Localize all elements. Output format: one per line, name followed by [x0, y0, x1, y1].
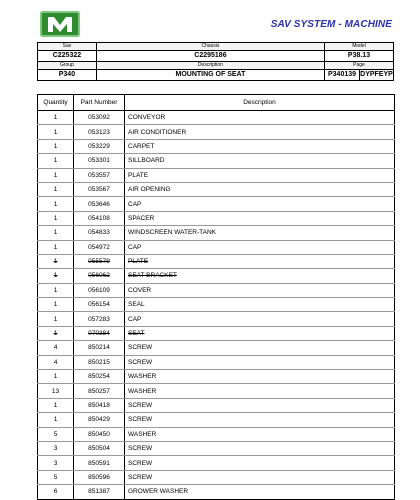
description-cell: CAP — [125, 312, 395, 326]
quantity-cell: 13 — [38, 384, 74, 398]
description-cell: SEAL — [125, 298, 395, 312]
description-label: Description — [96, 62, 324, 70]
part-number-cell: 850450 — [74, 427, 125, 441]
table-row — [38, 355, 395, 369]
description-cell: COVER — [125, 283, 395, 297]
part-number-cell: 850429 — [74, 413, 125, 427]
table-row — [38, 370, 395, 384]
quantity-cell: 1 — [38, 298, 74, 312]
table-row — [38, 441, 395, 455]
model-value: P38.13 — [325, 51, 394, 62]
group-label: Group — [38, 62, 97, 70]
chassis-label: Chassis — [96, 43, 324, 51]
quantity-cell: 1 — [38, 326, 74, 340]
table-row — [38, 111, 395, 125]
description-cell: AIR CONDITIONER — [125, 125, 395, 139]
description-cell: WASHER — [125, 384, 395, 398]
part-number-cell: 053557 — [74, 168, 125, 182]
table-row — [38, 254, 395, 268]
part-number-cell: 851387 — [74, 485, 125, 499]
table-row — [38, 326, 395, 340]
quantity-cell: 4 — [38, 355, 74, 369]
table-row — [38, 240, 395, 254]
quantity-cell: 1 — [38, 254, 74, 268]
quantity-cell: 1 — [38, 168, 74, 182]
description-cell: WASHER — [125, 370, 395, 384]
description-cell: CONVEYOR — [125, 111, 395, 125]
table-row — [38, 125, 395, 139]
part-number-cell: 055579 — [74, 254, 125, 268]
part-number-cell: 850596 — [74, 470, 125, 484]
parts-table — [37, 94, 395, 500]
quantity-cell: 1 — [38, 154, 74, 168]
part-number-cell: 053301 — [74, 154, 125, 168]
quantity-cell: 1 — [38, 139, 74, 153]
quantity-cell: 1 — [38, 283, 74, 297]
page-value: P340139 — [325, 70, 360, 81]
model-label: Model — [325, 43, 394, 51]
chassis-value: C2295186 — [96, 51, 324, 62]
table-row — [38, 226, 395, 240]
description-cell: SCREW — [125, 413, 395, 427]
part-number-cell: 850215 — [74, 355, 125, 369]
description-cell: WINDSCREEN WATER-TANK — [125, 226, 395, 240]
description-cell: SEAT — [125, 326, 395, 340]
description-cell: SCREW — [125, 341, 395, 355]
document-header-table — [37, 42, 394, 81]
quantity-cell: 1 — [38, 413, 74, 427]
part-number-cell: 054972 — [74, 240, 125, 254]
quantity-cell: 3 — [38, 441, 74, 455]
column-header-quantity: Quantity — [38, 95, 74, 111]
quantity-cell: 1 — [38, 240, 74, 254]
column-header-part-number: Part Number — [74, 95, 125, 111]
quantity-cell: 5 — [38, 427, 74, 441]
page-code-value: DYPFEYP — [359, 70, 393, 81]
parts-table-body — [38, 111, 395, 500]
table-row — [38, 283, 395, 297]
sav-label: Sav — [38, 43, 97, 51]
part-number-cell: 056062 — [74, 269, 125, 283]
description-cell: SPACER — [125, 211, 395, 225]
table-row — [38, 182, 395, 196]
table-row — [38, 456, 395, 470]
quantity-cell: 1 — [38, 370, 74, 384]
company-logo-icon — [40, 11, 80, 37]
part-number-cell: 057283 — [74, 312, 125, 326]
quantity-cell: 1 — [38, 226, 74, 240]
parts-table-header — [38, 95, 395, 111]
table-row — [38, 197, 395, 211]
description-cell: SCREW — [125, 355, 395, 369]
table-row — [38, 341, 395, 355]
table-row — [38, 139, 395, 153]
part-number-cell: 054108 — [74, 211, 125, 225]
table-row — [38, 485, 395, 499]
part-number-cell: 850257 — [74, 384, 125, 398]
description-cell: SILLBOARD — [125, 154, 395, 168]
description-cell: SCREW — [125, 441, 395, 455]
group-value: P340 — [38, 70, 97, 81]
quantity-cell: 1 — [38, 211, 74, 225]
table-row — [38, 168, 395, 182]
description-cell: AIR OPENING — [125, 182, 395, 196]
description-cell: PLATE — [125, 168, 395, 182]
description-cell: SCREW — [125, 456, 395, 470]
page-label: Page — [325, 62, 394, 70]
description-cell: SEAT BRACKET — [125, 269, 395, 283]
table-row — [38, 312, 395, 326]
description-cell: WASHER — [125, 427, 395, 441]
sav-value: C225322 — [38, 51, 97, 62]
quantity-cell: 1 — [38, 182, 74, 196]
part-number-cell: 850418 — [74, 398, 125, 412]
description-cell: CARPET — [125, 139, 395, 153]
quantity-cell: 1 — [38, 269, 74, 283]
part-number-cell: 053229 — [74, 139, 125, 153]
quantity-cell: 4 — [38, 341, 74, 355]
part-number-cell: 850504 — [74, 441, 125, 455]
description-cell: CAP — [125, 197, 395, 211]
quantity-cell: 3 — [38, 456, 74, 470]
part-number-cell: 056154 — [74, 298, 125, 312]
table-row — [38, 211, 395, 225]
part-number-cell: 850254 — [74, 370, 125, 384]
table-row — [38, 298, 395, 312]
part-number-cell: 053123 — [74, 125, 125, 139]
quantity-cell: 1 — [38, 398, 74, 412]
description-cell: PLATE — [125, 254, 395, 268]
quantity-cell: 1 — [38, 197, 74, 211]
description-value: MOUNTING OF SEAT — [96, 70, 324, 81]
description-cell: CAP — [125, 240, 395, 254]
part-number-cell: 053646 — [74, 197, 125, 211]
table-row — [38, 470, 395, 484]
part-number-cell: 850591 — [74, 456, 125, 470]
quantity-cell: 1 — [38, 312, 74, 326]
table-row — [38, 384, 395, 398]
table-row — [38, 427, 395, 441]
part-number-cell: 850214 — [74, 341, 125, 355]
table-row — [38, 269, 395, 283]
part-number-cell: 053092 — [74, 111, 125, 125]
table-row — [38, 398, 395, 412]
part-number-cell: 054833 — [74, 226, 125, 240]
quantity-cell: 1 — [38, 125, 74, 139]
app-title: SAV SYSTEM - MACHINE — [270, 19, 392, 30]
column-header-description: Description — [125, 95, 395, 111]
description-cell: SCREW — [125, 470, 395, 484]
description-cell: GROWER WASHER — [125, 485, 395, 499]
part-number-cell: 053567 — [74, 182, 125, 196]
part-number-cell: 070384 — [74, 326, 125, 340]
quantity-cell: 5 — [38, 470, 74, 484]
table-row — [38, 154, 395, 168]
table-row — [38, 413, 395, 427]
description-cell: SCREW — [125, 398, 395, 412]
quantity-cell: 1 — [38, 111, 74, 125]
part-number-cell: 056109 — [74, 283, 125, 297]
quantity-cell: 6 — [38, 485, 74, 499]
